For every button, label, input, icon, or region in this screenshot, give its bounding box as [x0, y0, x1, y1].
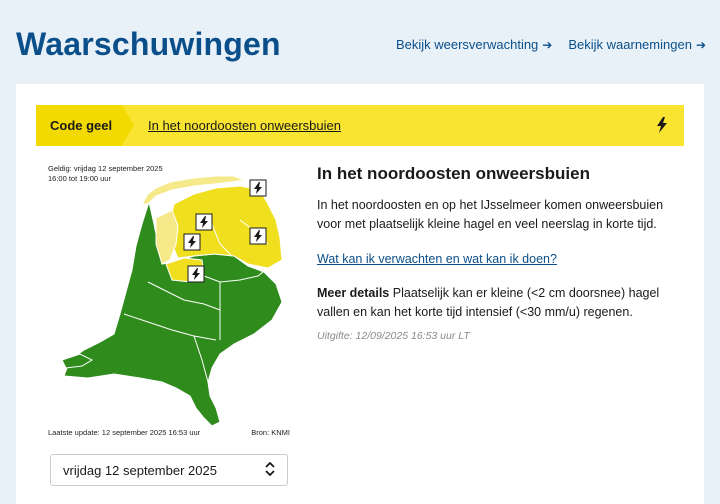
detail-more-text: Plaatselijk kan er kleine (<2 cm doorsnee) hagel vallen en kan het korte tijd intensief (<30 mm/u) regenen. — [317, 286, 660, 319]
date-select[interactable] — [50, 454, 288, 486]
map-region-yellow — [170, 186, 282, 268]
observations-link[interactable] — [568, 37, 706, 52]
warning-detail — [317, 164, 687, 342]
arrow-right-icon: ➔ — [542, 37, 553, 52]
map-valid-label: Geldig: vrijdag 12 september 2025 — [48, 164, 163, 173]
lightning-marker — [250, 180, 266, 196]
warning-code-badge: Code geel — [36, 105, 122, 146]
detail-more-label: Meer details — [317, 286, 390, 300]
lightning-marker — [196, 214, 212, 230]
lightning-marker — [184, 234, 200, 250]
detail-description: In het noordoosten en op het IJsselmeer komen onweersbuien voor met plaatselijk kleine hagel en veel neerslag in korte tijd. — [317, 198, 664, 231]
page-title: Waarschuwingen — [16, 26, 281, 62]
header-links — [396, 37, 706, 52]
arrow-right-icon: ➔ — [695, 37, 706, 52]
warning-banner[interactable] — [36, 105, 684, 146]
warning-banner-text[interactable]: In het noordoosten onweersbuien — [148, 118, 341, 133]
map-valid-period — [48, 164, 163, 184]
page-header — [0, 0, 720, 84]
map-valid-time: 16:00 tot 19:00 uur — [48, 174, 111, 183]
detail-title: In het noordoosten onweersbuien — [317, 164, 590, 183]
map-last-update: Laatste update: 12 september 2025 16:53 uur — [48, 428, 201, 437]
chevron-updown-icon — [265, 462, 275, 479]
detail-more — [317, 284, 687, 322]
date-select-value: vrijdag 12 september 2025 — [63, 462, 217, 478]
netherlands-map[interactable] — [44, 164, 314, 442]
detail-issued: Uitgifte: 12/09/2025 16:53 uur LT — [317, 330, 470, 342]
warning-map[interactable] — [44, 164, 314, 442]
map-source: Bron: KNMI — [251, 428, 290, 437]
what-to-expect-link[interactable]: Wat kan ik verwachten en wat kan ik doen? — [317, 252, 557, 266]
forecast-link[interactable] — [396, 37, 552, 52]
map-region-ijsselmeer — [156, 210, 178, 264]
forecast-link-label: Bekijk weersverwachting — [395, 37, 539, 52]
lightning-icon — [656, 117, 668, 137]
lightning-marker — [250, 228, 266, 244]
lightning-marker — [188, 266, 204, 282]
warning-card — [16, 84, 704, 504]
observations-link-label: Bekijk waarnemingen — [568, 37, 692, 52]
